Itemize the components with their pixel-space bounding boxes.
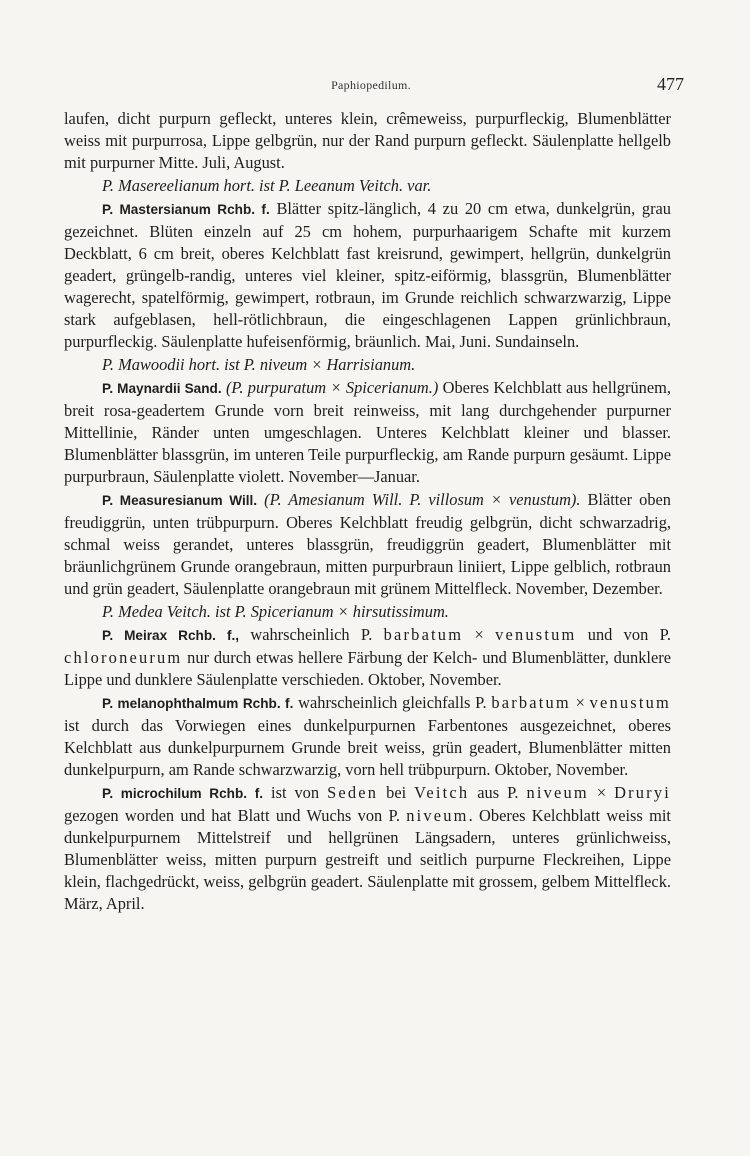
entry-maynardii — [64, 377, 671, 488]
synonym-mawoodii: P. Mawoodii hort. ist P. niveum × Harrisianum. — [102, 355, 416, 374]
entry-text: Oberes Kelchblatt aus hellgrünem, breit rosa-geadertem Grunde vorn breit reinweiss, mit lang durchgehender purpurner Mittellinie, Ränder unten umgeschlagen. Unteres Kelchblatt kleiner und blasser. Blumenblätter blassgrün, im unteren Teile purpurfleckig, am Rande purpurn gesäumt. Lippe purpurbraun, Säulenplatte violett. November—Januar. — [64, 378, 671, 486]
species-ref: Druryi — [614, 783, 671, 802]
synonym-masereelianum: P. Masereelianum hort. ist P. Leeanum Veitch. var. — [102, 176, 432, 195]
species-ref: barbatum — [491, 693, 571, 712]
cross-sign: × — [588, 783, 615, 802]
entry-text: Blätter spitz-länglich, 4 zu 20 cm etwa, dunkelgrün, grau gezeichnet. Blüten einzeln auf 25 cm hohem, purpurhaarigem Schafte mit kurzem Deckblatt, 6 cm breit, oberes Kelchblatt fast kreisrund, gewimpert, hellgrün, dunkelgrün geadert, grüngelb-randig, unteres viel kleiner, spitz-eiförmig, blassgrün, Blumenblätter wagerecht, spatelförmig, gewimpert, rotbraun, im Grunde reichlich schwarzwarzig, Lippe stark aufgeblasen, hell-rötlichbraun, die eingeschlagenen Lappen grünlichbraun, purpurfleckig. Säulenplatte hufeisenförmig, bräunlich. Mai, Juni. Sundainseln. — [64, 199, 671, 351]
species-ref: venustum — [495, 625, 577, 644]
species-name: P. Mastersianum Rchb. f. — [102, 202, 270, 217]
species-ref: niveum — [406, 806, 469, 825]
entry-measuresianum — [64, 489, 671, 600]
parentage: (P. Amesianum Will. P. villosum × venustum). — [257, 490, 581, 509]
entry-text: wahrscheinlich P. — [239, 625, 384, 644]
running-title: Paphiopedilum. — [331, 78, 411, 92]
entry-melanophthalmum — [64, 692, 671, 781]
person-ref: Seden — [327, 783, 379, 802]
cross-sign: × — [570, 693, 590, 712]
species-name: P. Measuresianum Will. — [102, 493, 258, 508]
entry-microchilum — [64, 782, 671, 915]
species-ref: niveum — [526, 783, 589, 802]
body-text — [64, 108, 671, 916]
species-ref: barbatum — [383, 625, 464, 644]
page-number: 477 — [657, 74, 684, 94]
paragraph-continuation: laufen, dicht purpurn gefleckt, unteres klein, crêmeweiss, purpurfleckig, Blumenblätter weiss mit purpurrosa, Lippe gelbgrün, nur der Rand purpurn gefleckt. Säulenplatte hellgelb mit purpurner Mitte. Juli, August. — [64, 109, 671, 172]
entry-text: . Oberes Kelchblatt weiss mit dunkelpurpurnem Mittelstreif und hellgrünen Längsadern, unteres grünlichweiss, Blumenblätter weiss, mitten purpurn gestreift und seitlich purpurne Fleckreihen, Lippe klein, flachgedrückt, weiss, gelbgrün geadert. Säulenplatte mit grossem, gelbem Mittelfleck. März, April. — [64, 806, 671, 913]
entry-text: ist von — [263, 783, 328, 802]
species-name: P. Maynardii Sand. — [102, 381, 222, 396]
species-ref: venustum — [589, 693, 671, 712]
entry-text: und von P. — [576, 625, 671, 644]
page-header — [58, 74, 684, 100]
entry-text: wahrscheinlich gleichfalls P. — [293, 693, 492, 712]
person-ref: Veitch — [414, 783, 470, 802]
cross-sign: × — [463, 625, 496, 644]
entry-text: ist durch das Vorwiegen eines dunkelpurpurnen Farbentones ausgezeichnet, oberes Kelchblatt aus dunkelpurpurnem Grunde breit weiss, grün geadert, Blumenblätter mitten dunkelpurpurn, am Rande schwarzwarzig, vorn hell trübpurpurn. Oktober, November. — [64, 716, 671, 779]
entry-text: Blätter oben freudiggrün, unten trübpurpurn. Oberes Kelchblatt freudig gelbgrün, dicht schwarzadrig, schmal weiss gerandet, unteres blassgrün, freudiggrün geadert, Blumenblätter mit bräunlichgrünem Grunde orangebraun, mitten purpurbraun liniiert, Lippe gelblich, rotbraun und grün geadert, Säulenplatte orangebraun mit grünem Mittelfleck. November, Dezember. — [64, 490, 671, 598]
species-name: P. microchilum Rchb. f. — [102, 786, 264, 801]
entry-meirax — [64, 624, 671, 691]
species-name: P. Meirax Rchb. f., — [102, 628, 240, 643]
entry-text: bei — [378, 783, 415, 802]
entry-text: nur durch etwas hellere Färbung der Kelch- und Blumenblätter, dunklere Lippe und dunklere Säulenplatte verschieden. Oktober, November. — [64, 648, 671, 689]
species-ref: chloroneurum — [64, 648, 183, 667]
synonym-medea: P. Medea Veitch. ist P. Spicerianum × hirsutissimum. — [102, 602, 449, 621]
entry-mastersianum — [64, 198, 671, 353]
species-name: P. melanophthalmum Rchb. f. — [102, 696, 294, 711]
entry-text: gezogen worden und hat Blatt und Wuchs von P. — [64, 806, 407, 825]
parentage: (P. purpuratum × Spicerianum.) — [221, 378, 439, 397]
entry-text: aus P. — [469, 783, 527, 802]
